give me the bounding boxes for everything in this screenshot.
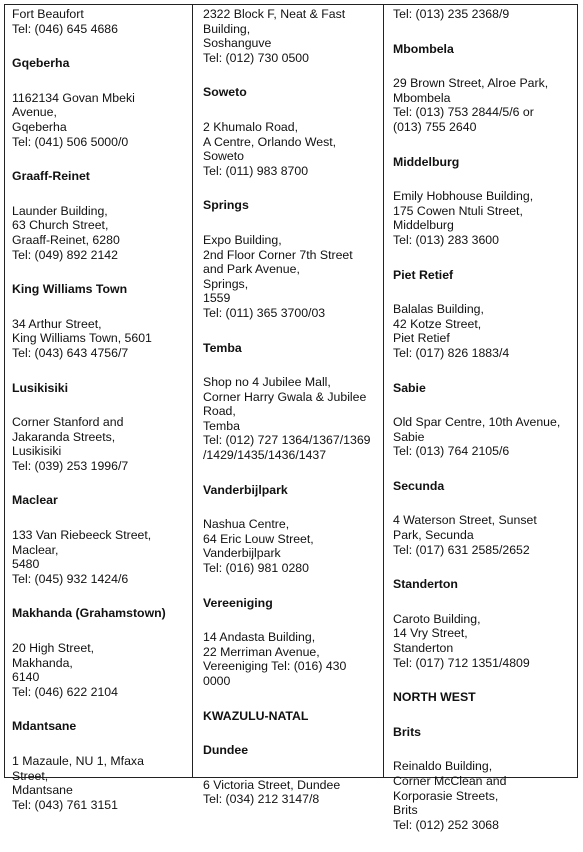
- address-line: 1162134 Govan Mbeki: [12, 90, 135, 105]
- address-line: Tel: (045) 932 1424/6: [12, 571, 129, 586]
- address-line: Tel: (012) 727 1364/1367/1369: [203, 433, 371, 448]
- address-line: Tel: (039) 253 1996/7: [12, 458, 129, 473]
- address-line: Mbombela: [393, 90, 451, 105]
- address-line: Avenue,: [12, 105, 57, 120]
- address-line: Middelburg: [393, 218, 454, 233]
- address-line: Springs,: [203, 276, 249, 291]
- office-heading: Mbombela: [393, 41, 454, 56]
- office-entry: [12, 606, 192, 719]
- office-entry: [12, 169, 192, 282]
- column-2: [203, 7, 385, 827]
- address-line: Tel: (046) 622 2104: [12, 684, 118, 699]
- office-heading: Maclear: [12, 493, 58, 508]
- address-line: 22 Merriman Avenue,: [203, 644, 320, 659]
- address-line: Graaff-Reinet, 6280: [12, 232, 120, 247]
- office-entry: [393, 268, 573, 381]
- address-line: Reinaldo Building,: [393, 759, 493, 774]
- address-line: Road,: [203, 404, 236, 419]
- address-line: Launder Building,: [12, 203, 108, 218]
- office-heading: Sabie: [393, 380, 426, 395]
- office-entry: [393, 42, 573, 155]
- office-entry: [203, 743, 385, 827]
- office-heading: Dundee: [203, 743, 249, 758]
- address-line: Tel: (043) 761 3151: [12, 797, 118, 812]
- office-entry: [393, 725, 573, 852]
- office-heading: Lusikisiki: [12, 380, 69, 395]
- address-line: 0000: [203, 674, 231, 688]
- address-line: 1559: [203, 291, 231, 306]
- address-line: Standerton: [393, 641, 454, 656]
- address-line: Soweto: [203, 149, 245, 164]
- office-heading: Piet Retief: [393, 267, 454, 282]
- address-line: Lusikisiki: [12, 444, 62, 459]
- address-line: King Williams Town, 5601: [12, 331, 152, 346]
- address-line: Corner Harry Gwala & Jubilee: [203, 389, 367, 404]
- address-line: 2322 Block F, Neat & Fast: [203, 7, 346, 21]
- address-line: 5480: [12, 557, 40, 572]
- office-heading: Graaff-Reinet: [12, 169, 90, 184]
- address-line: Korporasie Streets,: [393, 788, 499, 803]
- address-line: 42 Kotze Street,: [393, 316, 482, 331]
- address-line: Park, Secunda: [393, 528, 474, 543]
- office-entry: [393, 690, 573, 705]
- address-line: Tel: (017) 712 1351/4809: [393, 655, 530, 670]
- address-line: A Centre, Orlando West,: [203, 134, 337, 149]
- address-line: 2nd Floor Corner 7th Street: [203, 247, 353, 262]
- address-line: 29 Brown Street, Alroe Park,: [393, 76, 549, 91]
- office-heading: Vereeniging: [203, 595, 273, 610]
- address-line: 6140: [12, 670, 40, 685]
- address-line: 64 Eric Louw Street,: [203, 531, 314, 546]
- address-line: Maclear,: [12, 542, 59, 557]
- address-line: Nashua Centre,: [203, 517, 290, 532]
- office-entry: [393, 155, 573, 268]
- office-heading: Standerton: [393, 577, 458, 592]
- address-line: Jakaranda Streets,: [12, 429, 116, 444]
- address-line: 133 Van Riebeeck Street,: [12, 528, 152, 543]
- office-entry: [393, 7, 573, 42]
- address-line: Tel: (049) 892 2142: [12, 247, 118, 262]
- address-line: Tel: (034) 212 3147/8: [203, 792, 320, 807]
- address-line: Emily Hobhouse Building,: [393, 189, 534, 204]
- address-line: Shop no 4 Jubilee Mall,: [203, 375, 331, 390]
- address-line: Tel: (012) 252 3068: [393, 817, 499, 832]
- address-line: Vereeniging Tel: (016) 430: [203, 659, 347, 674]
- address-line: Tel: (041) 506 5000/0: [12, 134, 129, 149]
- office-entry: [203, 7, 385, 85]
- office-entry: [203, 198, 385, 340]
- column-3: [393, 7, 573, 852]
- address-line: 14 Vry Street,: [393, 626, 468, 641]
- address-line: Piet Retief: [393, 331, 450, 346]
- office-heading: Soweto: [203, 85, 247, 100]
- address-line: 175 Cowen Ntuli Street,: [393, 203, 523, 218]
- address-table: [4, 4, 578, 832]
- address-line: Street,: [12, 768, 49, 783]
- office-entry: [393, 577, 573, 690]
- address-line: /1429/1435/1436/1437: [203, 448, 327, 463]
- address-line: Tel: (012) 730 0500: [203, 50, 309, 65]
- office-entry: [12, 493, 192, 606]
- address-line: Corner McClean and: [393, 774, 507, 788]
- address-line: Old Spar Centre, 10th Avenue,: [393, 415, 561, 430]
- office-entry: [203, 709, 385, 724]
- address-line: Sabie: [393, 429, 425, 444]
- office-entry: [203, 341, 385, 483]
- address-line: 63 Church Street,: [12, 218, 109, 233]
- office-heading: Springs: [203, 198, 249, 213]
- office-heading: Gqeberha: [12, 56, 70, 71]
- address-line: Tel: (013) 753 2844/5/6 or: [393, 105, 534, 120]
- address-line: 4 Waterson Street, Sunset: [393, 513, 537, 528]
- office-heading: Mdantsane: [12, 719, 77, 734]
- office-entry: [12, 7, 192, 56]
- address-line: Tel: (046) 645 4686: [12, 21, 118, 36]
- office-entry: [203, 596, 385, 709]
- office-entry: [393, 479, 573, 577]
- address-line: Tel: (017) 631 2585/2652: [393, 542, 530, 557]
- address-line: Building,: [203, 21, 251, 36]
- office-entry: [203, 483, 385, 596]
- address-line: 14 Andasta Building,: [203, 630, 316, 645]
- column-divider: [192, 5, 193, 777]
- office-heading: Middelburg: [393, 154, 460, 169]
- address-line: Temba: [203, 418, 240, 433]
- address-line: Balalas Building,: [393, 302, 484, 317]
- office-heading: Brits: [393, 724, 422, 739]
- address-line: Tel: (013) 283 3600: [393, 232, 499, 247]
- address-line: Makhanda,: [12, 655, 73, 670]
- address-line: 20 High Street,: [12, 641, 95, 656]
- address-line: Mdantsane: [12, 783, 73, 798]
- office-heading: Vanderbijlpark: [203, 482, 288, 497]
- address-line: Tel: (016) 981 0280: [203, 561, 309, 576]
- address-line: Fort Beaufort: [12, 7, 84, 21]
- address-line: 34 Arthur Street,: [12, 316, 102, 331]
- address-line: Vanderbijlpark: [203, 546, 281, 561]
- office-heading: Temba: [203, 340, 242, 355]
- address-line: Corner Stanford and: [12, 415, 124, 430]
- office-entry: [12, 719, 192, 832]
- address-line: Expo Building,: [203, 232, 282, 247]
- address-line: Tel: (017) 826 1883/4: [393, 345, 510, 360]
- address-line: Caroto Building,: [393, 611, 481, 626]
- office-entry: [12, 56, 192, 169]
- address-line: Soshanguve: [203, 36, 272, 51]
- office-heading: KWAZULU-NATAL: [203, 708, 309, 723]
- office-entry: [12, 282, 192, 380]
- office-entry: [203, 85, 385, 198]
- address-line: Tel: (013) 235 2368/9: [393, 7, 510, 21]
- address-line: Tel: (013) 764 2105/6: [393, 444, 510, 459]
- address-line: Tel: (043) 643 4756/7: [12, 345, 129, 360]
- office-heading: King Williams Town: [12, 282, 128, 297]
- address-line: 1 Mazaule, NU 1, Mfaxa: [12, 754, 144, 768]
- office-heading: NORTH WEST: [393, 690, 476, 705]
- office-entry: [12, 381, 192, 494]
- address-line: 6 Victoria Street, Dundee: [203, 777, 341, 792]
- address-line: Tel: (011) 365 3700/03: [203, 305, 326, 320]
- office-entry: [393, 381, 573, 479]
- address-line: Tel: (011) 983 8700: [203, 163, 309, 178]
- office-heading: Secunda: [393, 478, 445, 493]
- address-line: Gqeberha: [12, 119, 67, 134]
- address-line: (013) 755 2640: [393, 119, 477, 134]
- address-line: 2 Khumalo Road,: [203, 119, 299, 134]
- column-1: [12, 7, 192, 832]
- address-line: Brits: [393, 803, 418, 818]
- office-heading: Makhanda (Grahamstown): [12, 606, 166, 621]
- address-line: and Park Avenue,: [203, 262, 300, 277]
